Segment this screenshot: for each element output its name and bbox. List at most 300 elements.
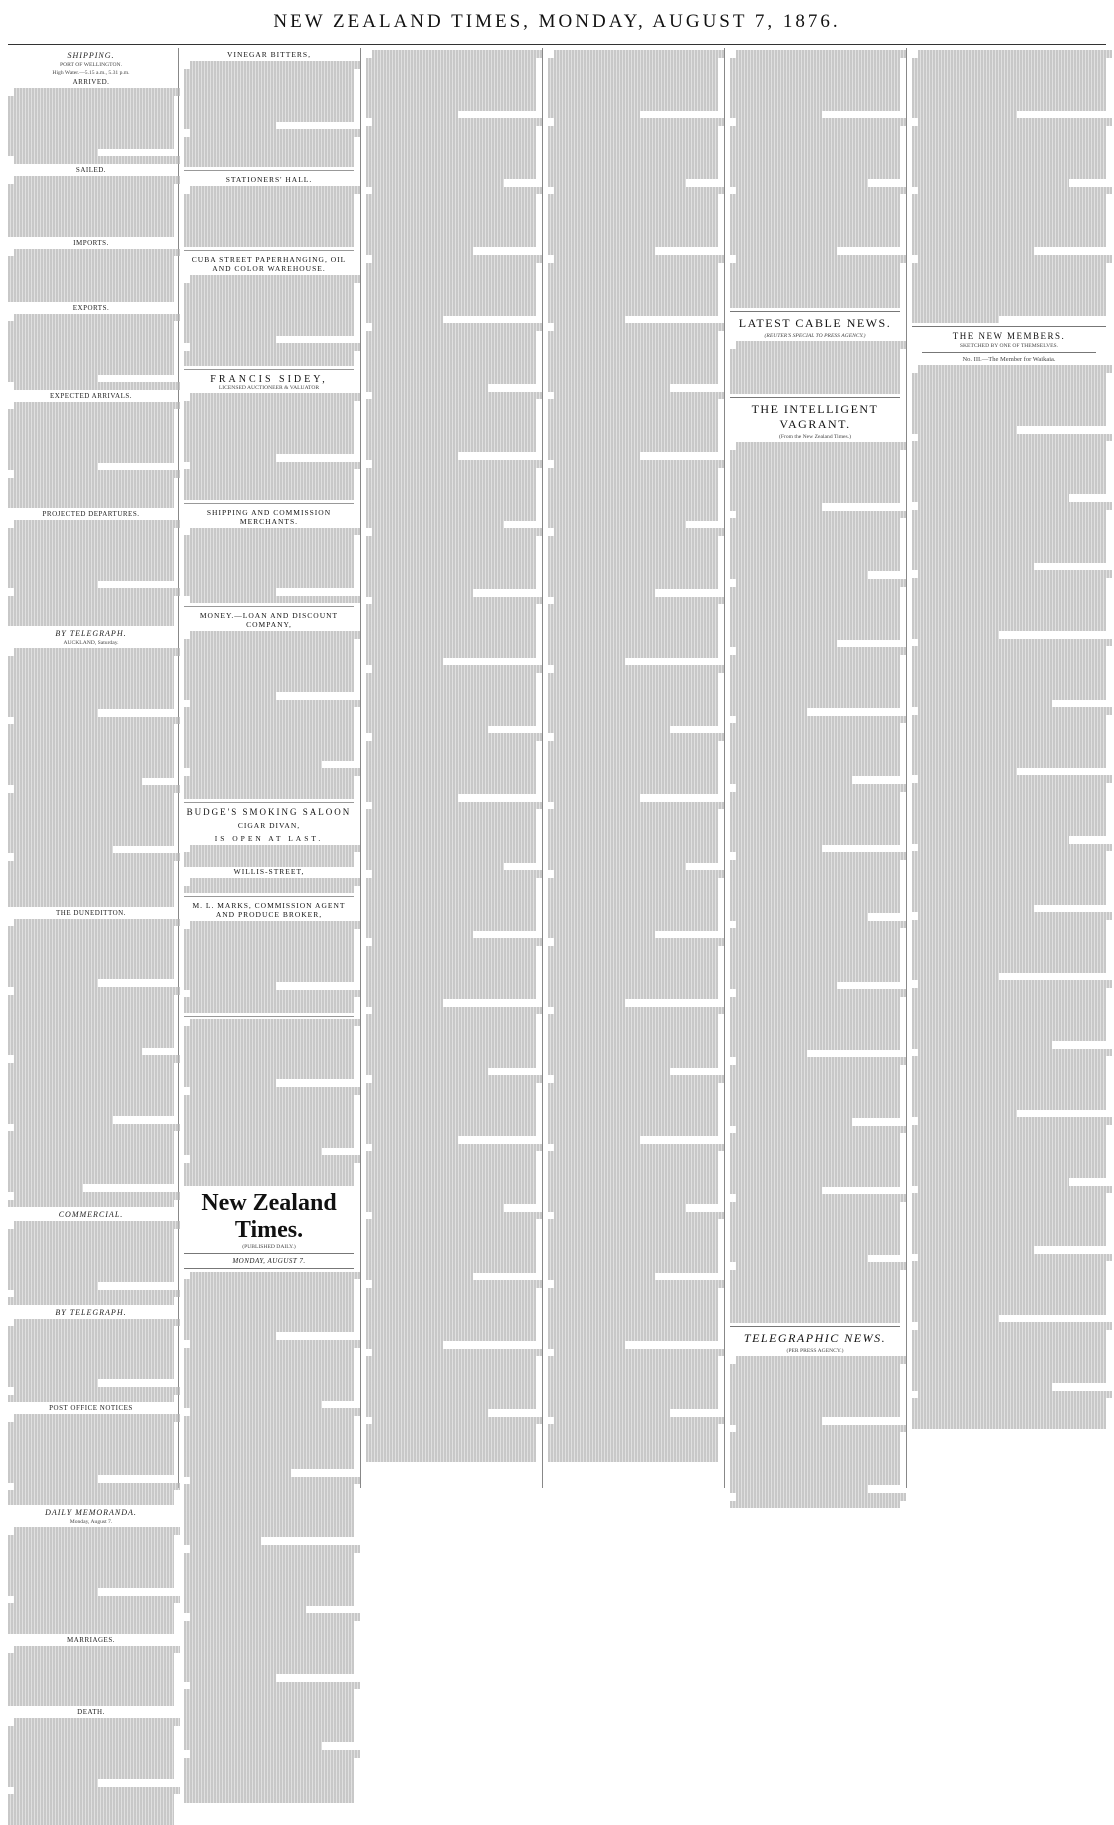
text-line bbox=[548, 771, 718, 779]
text-line bbox=[730, 556, 900, 564]
text-line bbox=[548, 361, 718, 369]
text-line bbox=[912, 730, 1106, 738]
text-line bbox=[548, 658, 625, 666]
text-line bbox=[548, 1455, 718, 1463]
text-line bbox=[912, 103, 1106, 111]
telegraph-heading: BY TELEGRAPH. bbox=[55, 629, 127, 639]
text-line bbox=[366, 1090, 536, 1098]
text-line bbox=[730, 1455, 900, 1463]
text-line bbox=[184, 952, 354, 960]
text-block bbox=[730, 50, 900, 308]
text-line bbox=[184, 1712, 354, 1720]
text-line bbox=[8, 271, 174, 279]
text-block bbox=[8, 88, 174, 164]
text-line bbox=[912, 156, 1106, 164]
text-line bbox=[730, 890, 900, 898]
text-line bbox=[548, 1387, 718, 1395]
text-line bbox=[184, 122, 276, 130]
text-line bbox=[8, 1177, 174, 1185]
text-line bbox=[366, 885, 536, 893]
member-heading: No. III.—The Member for Waikaia. bbox=[962, 356, 1056, 364]
text-line bbox=[736, 852, 906, 860]
text-line bbox=[548, 1303, 718, 1311]
text-line bbox=[366, 976, 536, 984]
text-line bbox=[8, 671, 174, 679]
text-line bbox=[8, 1565, 174, 1573]
text-line bbox=[918, 775, 1112, 783]
text-line bbox=[184, 647, 354, 655]
text-line bbox=[366, 1181, 536, 1189]
text-line bbox=[8, 596, 174, 604]
text-line bbox=[366, 316, 443, 324]
text-line bbox=[912, 791, 1106, 799]
text-line bbox=[730, 1027, 900, 1035]
text-line bbox=[730, 609, 900, 617]
text-line bbox=[548, 1227, 718, 1235]
text-line bbox=[548, 1083, 718, 1091]
text-line bbox=[8, 1543, 174, 1551]
text-line bbox=[8, 199, 174, 207]
text-line bbox=[184, 408, 354, 416]
text-line bbox=[184, 477, 354, 485]
text-line bbox=[184, 1370, 354, 1378]
text-line bbox=[548, 718, 718, 726]
text-line bbox=[912, 1239, 1106, 1247]
text-line bbox=[912, 449, 1106, 457]
text-line bbox=[184, 776, 354, 784]
column-separator bbox=[906, 48, 907, 1488]
text-line bbox=[730, 73, 900, 81]
text-line bbox=[184, 359, 354, 367]
text-line bbox=[548, 976, 718, 984]
ad-subtitle: IS OPEN AT LAST. bbox=[214, 833, 324, 843]
text-line bbox=[730, 1103, 900, 1111]
text-line bbox=[366, 1083, 536, 1091]
text-line bbox=[730, 1095, 900, 1103]
text-block bbox=[184, 878, 354, 893]
text-line bbox=[548, 346, 718, 354]
text-line bbox=[366, 407, 536, 415]
text-line bbox=[548, 635, 718, 643]
text-line bbox=[8, 1558, 174, 1566]
text-line bbox=[372, 665, 542, 673]
text-line bbox=[912, 563, 1034, 571]
text-line bbox=[8, 1086, 174, 1094]
divider bbox=[730, 311, 900, 312]
text-line bbox=[366, 346, 536, 354]
text-line bbox=[184, 738, 354, 746]
text-line bbox=[184, 975, 354, 983]
text-line bbox=[184, 91, 354, 99]
text-line bbox=[548, 316, 625, 324]
text-line bbox=[548, 452, 640, 460]
text-line bbox=[730, 913, 868, 921]
text-line bbox=[190, 393, 360, 401]
text-line bbox=[14, 249, 180, 257]
text-line bbox=[366, 703, 536, 711]
text-line bbox=[8, 747, 174, 755]
text-line bbox=[366, 1121, 536, 1129]
text-line bbox=[730, 655, 900, 663]
text-line bbox=[184, 1575, 354, 1583]
text-line bbox=[8, 755, 174, 763]
text-line bbox=[366, 642, 536, 650]
text-line bbox=[554, 1417, 724, 1425]
text-line bbox=[730, 571, 868, 579]
text-line bbox=[912, 532, 1106, 540]
text-line bbox=[548, 620, 718, 628]
text-line bbox=[918, 844, 1112, 852]
text-line bbox=[730, 1209, 900, 1217]
text-line bbox=[184, 723, 354, 731]
text-line bbox=[554, 870, 724, 878]
text-block bbox=[8, 314, 174, 390]
text-line bbox=[912, 601, 1106, 609]
text-line bbox=[184, 194, 354, 202]
text-line bbox=[548, 984, 718, 992]
text-line bbox=[912, 859, 1106, 867]
text-line bbox=[366, 931, 473, 939]
text-line bbox=[8, 573, 174, 581]
text-line bbox=[184, 1530, 354, 1538]
text-line bbox=[912, 669, 1106, 677]
text-line bbox=[730, 1149, 900, 1157]
text-line bbox=[366, 1311, 536, 1319]
text-line bbox=[190, 1019, 360, 1027]
text-line bbox=[912, 232, 1106, 240]
text-line bbox=[548, 483, 718, 491]
text-line bbox=[8, 1691, 174, 1699]
text-line bbox=[190, 1340, 360, 1348]
text-line bbox=[366, 1356, 536, 1364]
text-line bbox=[366, 954, 536, 962]
text-line bbox=[184, 715, 354, 723]
text-line bbox=[548, 1273, 655, 1281]
text-line bbox=[184, 1629, 354, 1637]
text-line bbox=[730, 379, 900, 387]
text-line bbox=[184, 1117, 354, 1125]
text-line bbox=[8, 1445, 174, 1453]
text-line bbox=[736, 1425, 906, 1433]
text-line bbox=[366, 156, 536, 164]
text-line bbox=[184, 84, 354, 92]
text-line bbox=[730, 58, 900, 66]
text-line bbox=[912, 1079, 1106, 1087]
text-line bbox=[184, 1310, 354, 1318]
text-line bbox=[184, 1780, 354, 1788]
text-line bbox=[184, 446, 354, 454]
ad-title: CUBA STREET PAPERHANGING, OIL AND COLOR WAREHOUSE. bbox=[191, 255, 347, 274]
text-line bbox=[730, 526, 900, 534]
text-line bbox=[912, 1398, 1106, 1406]
text-line bbox=[548, 1098, 718, 1106]
text-line bbox=[730, 564, 900, 572]
text-line bbox=[14, 1646, 180, 1654]
text-line bbox=[8, 800, 174, 808]
text-line bbox=[366, 270, 536, 278]
text-block bbox=[8, 520, 174, 626]
text-line bbox=[184, 351, 354, 359]
text-line bbox=[730, 678, 900, 686]
text-line bbox=[736, 511, 906, 519]
text-line bbox=[372, 528, 542, 536]
text-line bbox=[912, 813, 1106, 821]
ad-title: VINEGAR BITTERS, bbox=[227, 50, 311, 59]
text-line bbox=[8, 1070, 174, 1078]
text-line bbox=[548, 885, 718, 893]
text-line bbox=[366, 331, 536, 339]
text-line bbox=[184, 1416, 354, 1424]
text-line bbox=[730, 625, 900, 633]
text-line bbox=[8, 793, 174, 801]
text-line bbox=[730, 799, 900, 807]
text-line bbox=[548, 817, 718, 825]
text-line bbox=[912, 1056, 1106, 1064]
text-line bbox=[548, 506, 718, 514]
text-line bbox=[366, 764, 536, 772]
text-line bbox=[366, 263, 536, 271]
text-line bbox=[730, 898, 900, 906]
divider bbox=[730, 1326, 900, 1327]
text-line bbox=[730, 1050, 807, 1058]
text-line bbox=[184, 1279, 354, 1287]
text-line bbox=[730, 883, 900, 891]
text-line bbox=[8, 926, 174, 934]
projected-heading: PROJECTED DEPARTURES. bbox=[42, 510, 140, 519]
text-line bbox=[184, 1005, 354, 1013]
text-line bbox=[184, 152, 354, 160]
text-block bbox=[184, 631, 354, 798]
text-line bbox=[366, 354, 536, 362]
text-line bbox=[548, 217, 718, 225]
text-line bbox=[366, 1159, 536, 1167]
text-line bbox=[736, 1262, 906, 1270]
text-line bbox=[730, 103, 900, 111]
text-line bbox=[8, 1154, 174, 1162]
text-line bbox=[184, 1302, 354, 1310]
text-line bbox=[8, 1357, 174, 1365]
text-line bbox=[548, 1295, 718, 1303]
text-line bbox=[366, 134, 536, 142]
text-line bbox=[184, 959, 354, 967]
text-line bbox=[184, 1727, 354, 1735]
sailed-heading: SAILED. bbox=[75, 165, 107, 174]
text-line bbox=[730, 944, 900, 952]
text-line bbox=[190, 700, 360, 708]
text-line bbox=[372, 50, 542, 58]
text-line bbox=[548, 1265, 718, 1273]
text-line bbox=[8, 1817, 174, 1825]
text-line bbox=[372, 802, 542, 810]
text-line bbox=[730, 761, 900, 769]
text-line bbox=[548, 574, 718, 582]
text-line bbox=[912, 141, 1106, 149]
text-line bbox=[8, 934, 174, 942]
ad-title: STATIONERS' HALL. bbox=[225, 175, 313, 185]
text-line bbox=[366, 1197, 536, 1205]
text-line bbox=[912, 593, 1106, 601]
text-line bbox=[190, 129, 360, 137]
text-line bbox=[366, 399, 536, 407]
text-line bbox=[8, 656, 174, 664]
text-line bbox=[184, 1041, 354, 1049]
text-line bbox=[14, 648, 180, 656]
text-block bbox=[184, 921, 354, 1012]
text-line bbox=[366, 1379, 536, 1387]
text-line bbox=[730, 1156, 900, 1164]
text-line bbox=[548, 111, 640, 119]
text-line bbox=[8, 550, 174, 558]
text-line bbox=[918, 1254, 1112, 1262]
text-line bbox=[730, 1240, 900, 1248]
text-line bbox=[184, 535, 354, 543]
text-line bbox=[184, 1537, 261, 1545]
text-line bbox=[184, 558, 354, 566]
text-line bbox=[184, 484, 354, 492]
text-line bbox=[8, 899, 174, 907]
text-line bbox=[730, 640, 837, 648]
text-line bbox=[366, 80, 536, 88]
text-line bbox=[730, 1364, 900, 1372]
text-line bbox=[366, 711, 536, 719]
text-line bbox=[548, 878, 718, 886]
text-line bbox=[8, 455, 174, 463]
column-general-news bbox=[548, 48, 718, 1488]
text-line bbox=[912, 616, 1106, 624]
text-line bbox=[918, 1322, 1112, 1330]
text-line bbox=[366, 232, 536, 240]
text-line bbox=[548, 270, 718, 278]
text-line bbox=[184, 1431, 354, 1439]
text-line bbox=[730, 807, 900, 815]
text-line bbox=[730, 1371, 900, 1379]
text-line bbox=[912, 441, 1106, 449]
text-line bbox=[548, 225, 718, 233]
text-line bbox=[912, 1406, 1106, 1414]
text-line bbox=[730, 1164, 900, 1172]
text-line bbox=[730, 997, 900, 1005]
text-line bbox=[548, 475, 718, 483]
text-line bbox=[912, 525, 1106, 533]
text-line bbox=[548, 1326, 718, 1334]
text-line bbox=[730, 1202, 900, 1210]
text-line bbox=[548, 749, 718, 757]
text-line bbox=[730, 111, 822, 119]
telegraphic-subheading: (PER PRESS AGENCY.) bbox=[786, 1348, 844, 1355]
text-line bbox=[730, 974, 900, 982]
divider bbox=[730, 397, 900, 398]
text-line bbox=[554, 255, 724, 263]
text-line bbox=[366, 96, 536, 104]
text-line bbox=[184, 202, 354, 210]
text-line bbox=[912, 1170, 1106, 1178]
text-line bbox=[554, 938, 724, 946]
text-line bbox=[184, 791, 354, 799]
text-line bbox=[548, 1068, 670, 1076]
text-line bbox=[912, 487, 1106, 495]
text-line bbox=[190, 1613, 360, 1621]
text-line bbox=[366, 673, 536, 681]
text-line bbox=[366, 339, 536, 347]
text-line bbox=[366, 1409, 488, 1417]
text-line bbox=[918, 1117, 1112, 1125]
text-block bbox=[548, 50, 718, 1462]
text-line bbox=[730, 928, 900, 936]
text-line bbox=[8, 1684, 174, 1692]
text-line bbox=[912, 293, 1106, 301]
text-line bbox=[548, 863, 686, 871]
text-line bbox=[8, 1040, 174, 1048]
text-line bbox=[730, 533, 900, 541]
text-line bbox=[918, 434, 1112, 442]
text-line bbox=[14, 1483, 180, 1491]
text-line bbox=[548, 172, 718, 180]
text-line bbox=[372, 118, 542, 126]
text-line bbox=[366, 809, 536, 817]
text-line bbox=[366, 468, 536, 476]
text-line bbox=[548, 1181, 718, 1189]
text-line bbox=[730, 164, 900, 172]
text-line bbox=[912, 631, 999, 639]
text-line bbox=[366, 225, 536, 233]
text-line bbox=[548, 1318, 718, 1326]
text-line bbox=[184, 543, 354, 551]
expected-heading: EXPECTED ARRIVALS. bbox=[50, 391, 132, 400]
text-line bbox=[912, 905, 1034, 913]
text-line bbox=[548, 377, 718, 385]
text-line bbox=[730, 1171, 900, 1179]
text-line bbox=[190, 275, 360, 283]
text-line bbox=[8, 1581, 174, 1589]
text-line bbox=[912, 278, 1106, 286]
text-line bbox=[14, 853, 180, 861]
text-line bbox=[8, 279, 174, 287]
text-line bbox=[8, 1550, 174, 1558]
text-line bbox=[190, 631, 360, 639]
text-line bbox=[8, 1139, 174, 1147]
text-line bbox=[548, 855, 718, 863]
text-line bbox=[548, 642, 718, 650]
text-line bbox=[366, 1394, 536, 1402]
text-line bbox=[184, 1049, 354, 1057]
text-line bbox=[366, 1432, 536, 1440]
text-line bbox=[912, 494, 1069, 502]
members-heading: THE NEW MEMBERS. bbox=[952, 331, 1066, 342]
text-line bbox=[190, 186, 360, 194]
text-line bbox=[912, 753, 1106, 761]
text-line bbox=[730, 285, 900, 293]
text-line bbox=[730, 80, 900, 88]
text-line bbox=[366, 1387, 536, 1395]
text-line bbox=[366, 1045, 536, 1053]
text-block bbox=[8, 1319, 174, 1403]
text-line bbox=[184, 761, 322, 769]
text-line bbox=[912, 882, 1106, 890]
text-line bbox=[8, 1802, 174, 1810]
text-line bbox=[372, 870, 542, 878]
text-line bbox=[184, 1515, 354, 1523]
members-subheading: SKETCHED BY ONE OF THEMSELVES. bbox=[959, 343, 1059, 350]
text-line bbox=[554, 187, 724, 195]
text-line bbox=[730, 1247, 900, 1255]
text-block bbox=[730, 442, 900, 1323]
text-line bbox=[730, 936, 900, 944]
text-line bbox=[912, 1216, 1106, 1224]
text-line bbox=[184, 1393, 354, 1401]
text-line bbox=[8, 558, 174, 566]
text-line bbox=[8, 846, 113, 854]
text-line bbox=[366, 1068, 488, 1076]
